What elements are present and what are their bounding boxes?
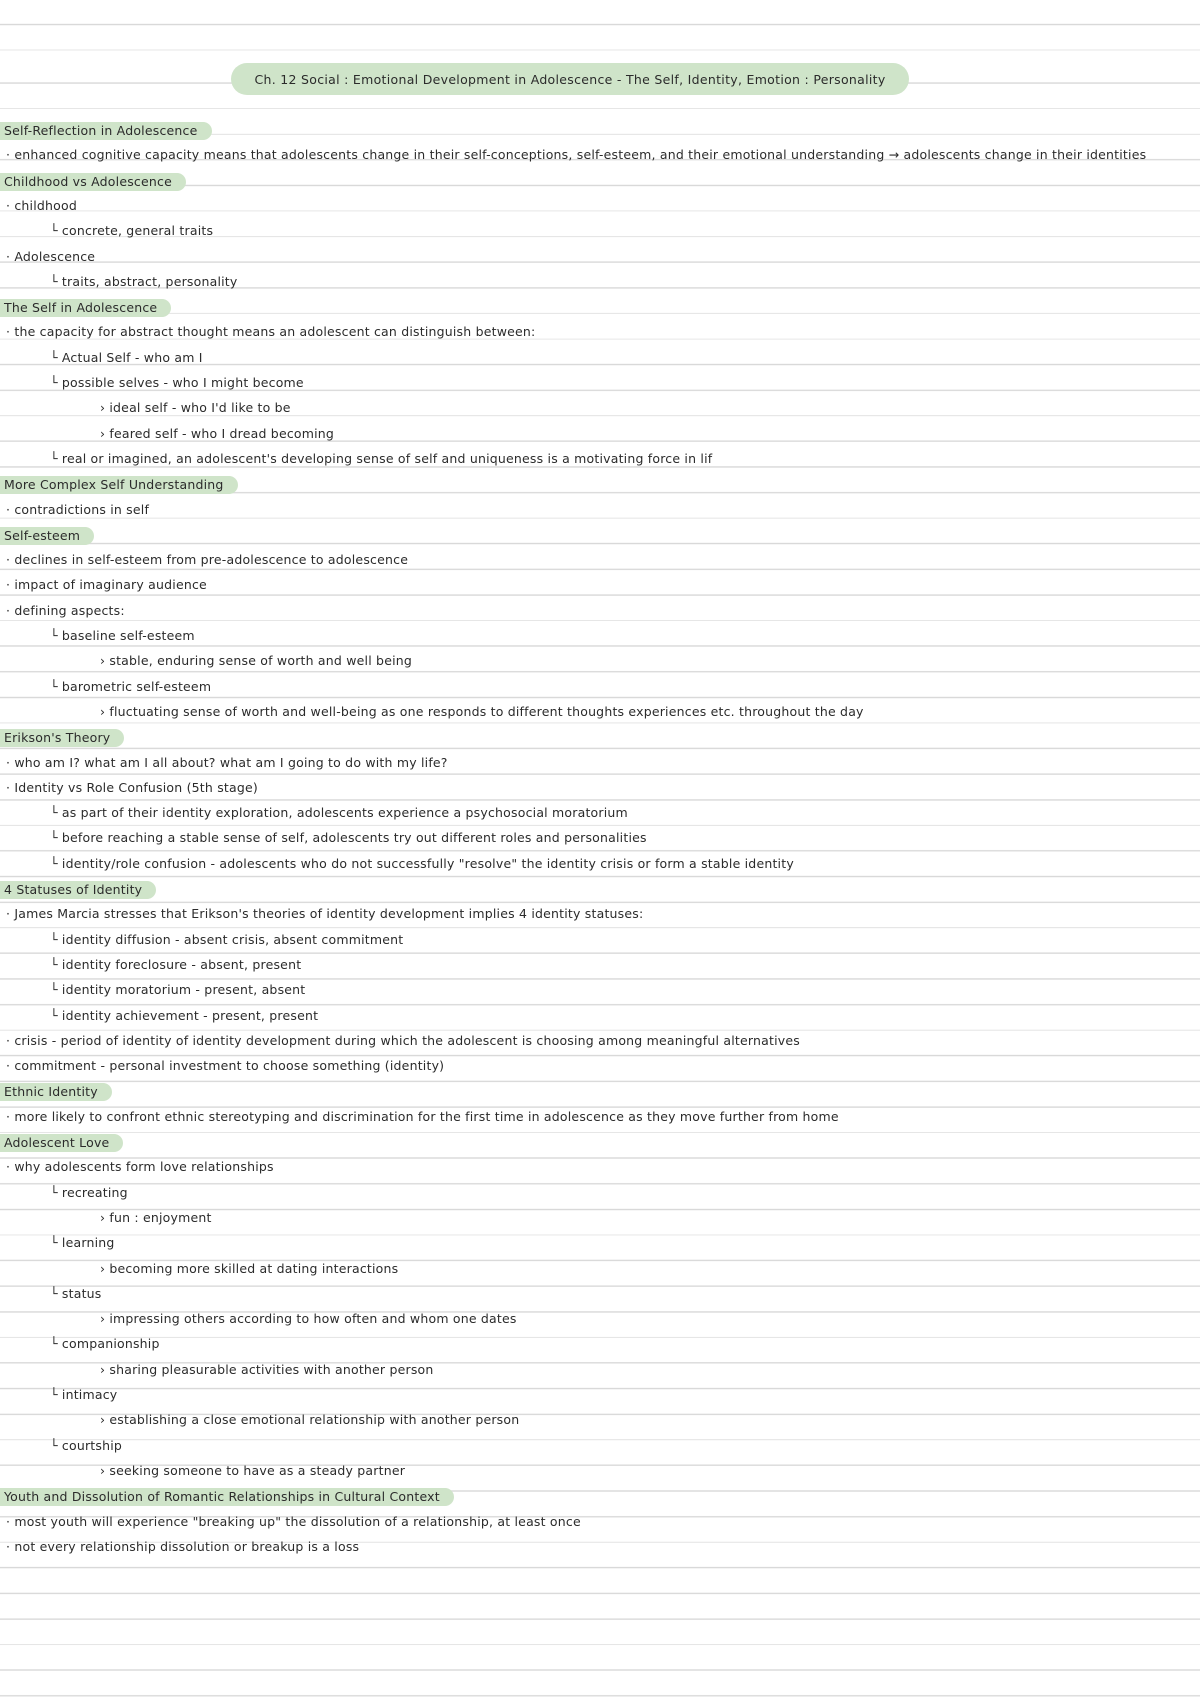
section-heading-text: Youth and Dissolution of Romantic Relationships in Cultural Context — [0, 1488, 454, 1506]
note-bullet: · commitment - personal investment to choose something (identity) — [6, 1058, 445, 1074]
note-detail: › establishing a close emotional relationship with another person — [100, 1412, 520, 1428]
note-subpoint: └ identity achievement - present, present — [50, 1007, 319, 1023]
note-detail: › sharing pleasurable activities with another person — [100, 1361, 434, 1377]
note-subpoint: └ status — [50, 1285, 102, 1301]
note-bullet: · contradictions in self — [6, 501, 150, 517]
section-heading-text: The Self in Adolescence — [0, 299, 171, 317]
note-subpoint: └ intimacy — [50, 1387, 118, 1402]
note-subpoint: └ identity foreclosure - absent, present — [50, 956, 302, 972]
note-subpoint: └ concrete, general traits — [50, 223, 214, 239]
section-heading-text: Childhood vs Adolescence — [0, 173, 186, 191]
note-subpoint: └ barometric self-esteem — [50, 678, 212, 694]
section-heading — [0, 526, 94, 544]
note-detail: › fluctuating sense of worth and well-being as one responds to different thoughts experiences etc. throughout the day — [100, 703, 864, 719]
note-detail: › ideal self - who I'd like to be — [100, 400, 291, 416]
note-bullet: · more likely to confront ethnic stereotyping and discrimination for the first time in adolescence as they move further from home — [6, 1108, 839, 1124]
note-detail: › impressing others according to how often and whom one dates — [100, 1311, 517, 1327]
section-heading-text: Erikson's Theory — [0, 729, 124, 747]
section-heading-text: Adolescent Love — [0, 1134, 123, 1152]
section-heading-text: Ethnic Identity — [0, 1083, 112, 1101]
note-subpoint: └ traits, abstract, personality — [50, 273, 238, 289]
note-bullet: · Adolescence — [6, 248, 96, 264]
section-heading — [0, 298, 171, 316]
section-heading — [0, 172, 186, 190]
section-heading — [0, 728, 124, 746]
note-subpoint: └ before reaching a stable sense of self, adolescents try out different roles and personalities — [50, 830, 647, 846]
note-detail: › stable, enduring sense of worth and well being — [100, 653, 413, 669]
note-subpoint: └ possible selves - who I might become — [50, 375, 304, 390]
note-bullet: · impact of imaginary audience — [6, 577, 207, 593]
note-bullet: · enhanced cognitive capacity means that adolescents change in their self-conceptions, self-esteem, and their emotional understanding → adolescents change in their identities — [6, 147, 1147, 163]
section-heading — [0, 1133, 123, 1151]
note-subpoint: └ identity/role confusion - adolescents who do not successfully "resolve" the identity crisis or form a stable identity — [50, 855, 794, 871]
section-heading-text: 4 Statuses of Identity — [0, 881, 156, 899]
note-bullet: · why adolescents form love relationships — [6, 1159, 274, 1175]
section-heading-text: Self-esteem — [0, 527, 94, 545]
section-heading — [0, 880, 156, 898]
note-subpoint: └ baseline self-esteem — [50, 628, 195, 643]
page-title: Ch. 12 Social : Emotional Development in Adolescence - The Self, Identity, Emotion : Personality — [254, 71, 886, 87]
section-heading-text: Self-Reflection in Adolescence — [0, 122, 212, 140]
note-bullet: · crisis - period of identity of identity development during which the adolescent is choosing among meaningful alternatives — [6, 1032, 800, 1048]
section-heading — [0, 475, 238, 493]
note-bullet: · the capacity for abstract thought means an adolescent can distinguish between: — [6, 324, 536, 340]
note-bullet: · James Marcia stresses that Erikson's theories of identity development implies 4 identity statuses: — [6, 906, 644, 922]
note-bullet: · declines in self-esteem from pre-adolescence to adolescence — [6, 552, 409, 568]
note-bullet: · Identity vs Role Confusion (5th stage) — [6, 779, 258, 795]
note-subpoint: └ real or imagined, an adolescent's developing sense of self and uniqueness is a motivating force in lif — [50, 450, 713, 466]
note-bullet: · most youth will experience "breaking up" the dissolution of a relationship, at least once — [6, 1513, 581, 1529]
note-subpoint: └ learning — [50, 1235, 115, 1251]
title-banner — [231, 63, 909, 95]
note-detail: › feared self - who I dread becoming — [100, 425, 335, 441]
note-detail: › fun : enjoyment — [100, 1209, 212, 1225]
note-subpoint: └ identity diffusion - absent crisis, absent commitment — [50, 931, 404, 947]
section-heading — [0, 1487, 454, 1505]
note-subpoint: └ as part of their identity exploration, adolescents experience a psychosocial moratorium — [50, 805, 628, 821]
note-detail: › becoming more skilled at dating interactions — [100, 1260, 399, 1276]
note-bullet: · not every relationship dissolution or breakup is a loss — [6, 1538, 360, 1554]
note-bullet: · defining aspects: — [6, 602, 125, 618]
note-subpoint: └ recreating — [50, 1184, 128, 1200]
note-subpoint: └ courtship — [50, 1437, 123, 1453]
section-heading — [0, 121, 212, 139]
note-subpoint: └ Actual Self - who am I — [50, 349, 203, 365]
section-heading-text: More Complex Self Understanding — [0, 476, 238, 494]
section-heading — [0, 1082, 112, 1100]
note-detail: › seeking someone to have as a steady partner — [100, 1462, 406, 1478]
note-subpoint: └ identity moratorium - present, absent — [50, 982, 306, 998]
note-subpoint: └ companionship — [50, 1336, 160, 1352]
note-bullet: · who am I? what am I all about? what am I going to do with my life? — [6, 754, 448, 770]
note-bullet: · childhood — [6, 197, 77, 213]
